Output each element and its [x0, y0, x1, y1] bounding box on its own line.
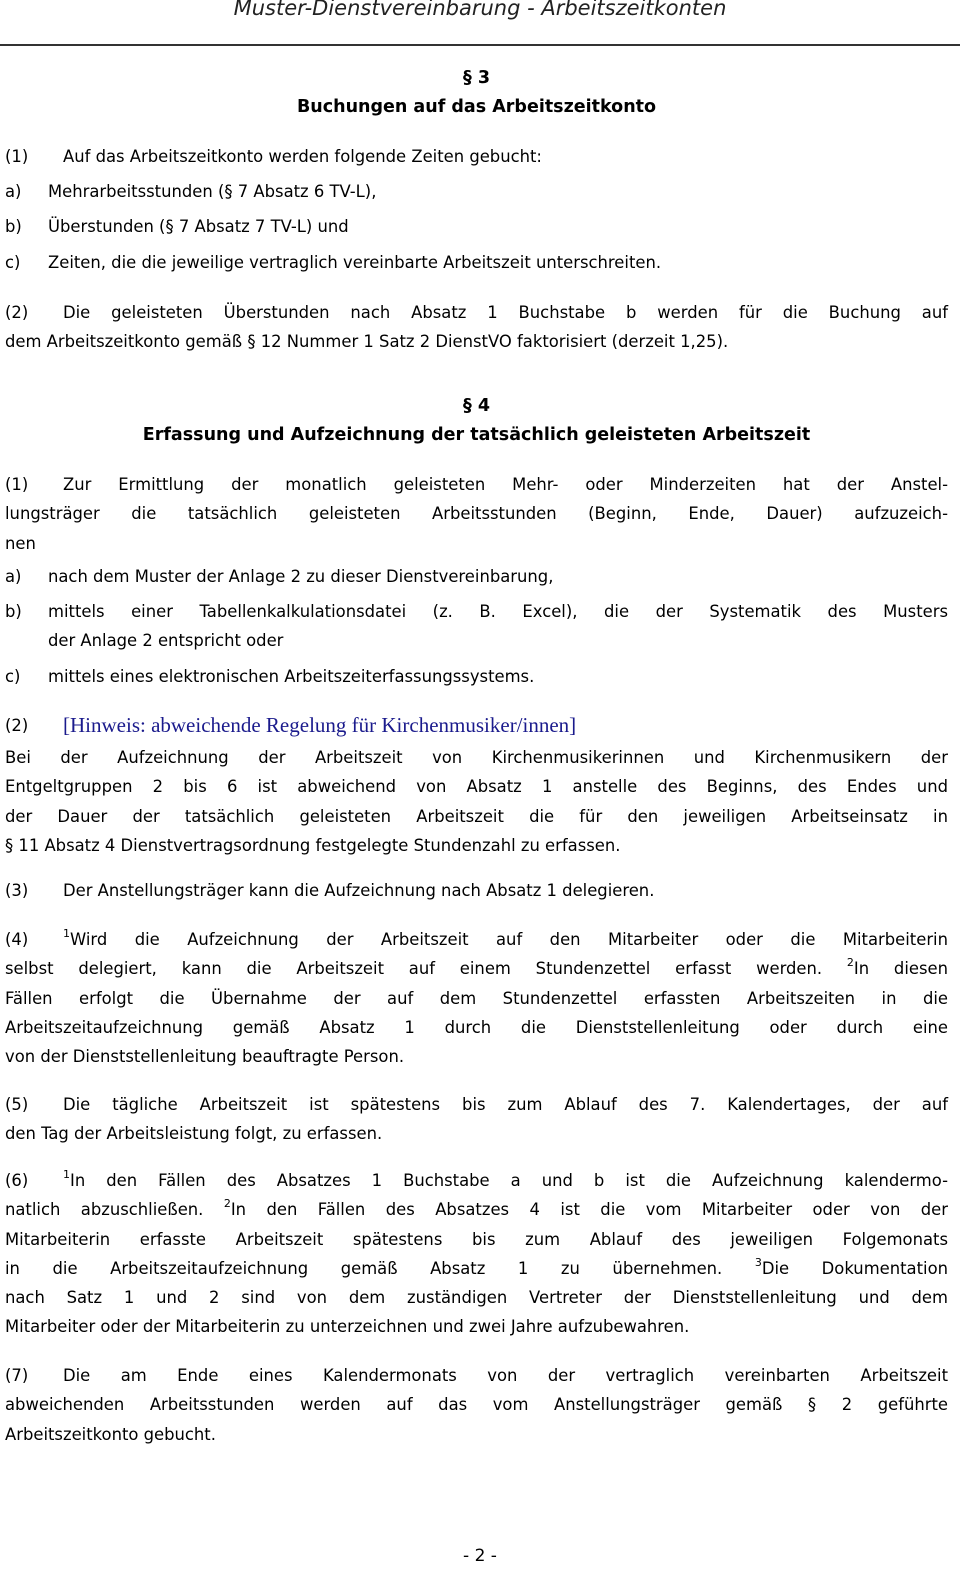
- text-line: [5, 831, 948, 860]
- text-line: [5, 743, 948, 772]
- line-text: [5, 1195, 948, 1224]
- text-line: [5, 597, 948, 626]
- line-text: Die tägliche Arbeitszeit ist spätestens bis zum Ablauf des 7. Kalendertages, der auf: [63, 1095, 948, 1114]
- item-label: a): [5, 567, 22, 586]
- text-line: [5, 626, 948, 655]
- text-line: [5, 1225, 948, 1254]
- text-line: [5, 802, 948, 831]
- line-text: nen: [5, 533, 36, 553]
- text-segment: Die Dokumentation: [761, 1258, 948, 1278]
- line-text: Arbeitszeitaufzeichnung gemäß Absatz 1 durch die Dienststellenleitung oder durch eine: [5, 1017, 948, 1037]
- line-text: Mehrarbeitsstunden (§ 7 Absatz 6 TV-L),: [48, 182, 377, 201]
- list-item: [5, 248, 948, 277]
- line-text: [5, 954, 948, 983]
- text-line: [5, 711, 948, 740]
- line-text: Fällen erfolgt die Übernahme der auf dem Stundenzettel erfassten Arbeitszeiten in die: [5, 988, 948, 1008]
- hint-note: [Hinweis: abweichende Regelung für Kirchenmusiker/innen]: [63, 713, 577, 737]
- text-segment: In den Fällen des Absatzes 4 ist die vom Mitarbeiter oder von der: [230, 1200, 948, 1220]
- text-segment: natlich abzuschließen.: [5, 1200, 224, 1220]
- text-line: [5, 1090, 948, 1119]
- sentence-number: 1: [63, 1168, 70, 1181]
- paragraph: [5, 142, 948, 171]
- line-text: Auf das Arbeitszeitkonto werden folgende Zeiten gebucht:: [63, 147, 542, 166]
- line-text: Mitarbeiter oder der Mitarbeiterin zu unterzeichnen und zwei Jahre aufzubewahren.: [5, 1317, 690, 1337]
- page-number: - 2 -: [463, 1546, 497, 1566]
- text-segment: In diesen: [853, 959, 948, 979]
- sentence-number: 2: [846, 956, 854, 970]
- line-text: dem Arbeitszeitkonto gemäß § 12 Nummer 1 Satz 2 DienstVO faktorisiert (derzeit 1,25).: [5, 332, 729, 352]
- text-line: [5, 529, 948, 558]
- text-segment: in die Arbeitszeitaufzeichnung gemäß Absatz 1 zu übernehmen.: [5, 1258, 755, 1278]
- text-line: [5, 876, 948, 905]
- line-text: Die geleisteten Überstunden nach Absatz 1 Buchstabe b werden für die Buchung auf: [63, 303, 948, 322]
- text-line: [5, 1195, 948, 1224]
- line-text: [63, 925, 948, 954]
- text-line: [5, 772, 948, 801]
- section-number: § 4: [462, 396, 491, 416]
- line-text: mittels eines elektronischen Arbeitszeiterfassungssystems.: [48, 667, 535, 686]
- paragraph-number: (2): [5, 716, 29, 735]
- text-line: [5, 470, 948, 499]
- paragraph: [5, 470, 948, 558]
- line-text: den Tag der Arbeitsleistung folgt, zu erfassen.: [5, 1124, 383, 1144]
- list-item: [5, 597, 948, 656]
- item-label: c): [5, 667, 21, 686]
- line-text: Zur Ermittlung der monatlich geleisteten Mehr- oder Minderzeiten hat der Anstel-: [63, 475, 948, 494]
- paragraph-number: (3): [5, 881, 29, 900]
- line-text: Mitarbeiterin erfasste Arbeitszeit spätestens bis zum Ablauf des jeweiligen Folgemonats: [5, 1229, 948, 1249]
- line-text: Arbeitszeitkonto gebucht.: [5, 1424, 216, 1444]
- paragraph-number: (2): [5, 303, 29, 322]
- text-line: [5, 925, 948, 954]
- line-text: Überstunden (§ 7 Absatz 7 TV-L) und: [48, 217, 349, 236]
- running-header: Muster-Dienstvereinbarung - Arbeitszeitkonten: [233, 0, 727, 20]
- line-text: Bei der Aufzeichnung der Arbeitszeit von Kirchenmusikerinnen und Kirchenmusikern der: [5, 748, 948, 767]
- section-3-heading: [5, 64, 948, 122]
- text-line: [5, 1312, 948, 1341]
- text-line: [5, 562, 948, 591]
- line-text: Der Anstellungsträger kann die Aufzeichnung nach Absatz 1 delegieren.: [63, 881, 655, 900]
- text-line: [5, 1361, 948, 1390]
- paragraph-number: (7): [5, 1366, 29, 1385]
- list-item: [5, 562, 948, 591]
- text-line: [5, 1013, 948, 1042]
- item-label: b): [5, 602, 22, 621]
- header-rule: [0, 44, 960, 46]
- text-line: [5, 1254, 948, 1283]
- sentence-number: 1: [63, 927, 70, 940]
- text-line: [5, 1166, 948, 1195]
- item-label: b): [5, 217, 22, 236]
- section-4-heading: [5, 392, 948, 450]
- item-label: a): [5, 182, 22, 201]
- line-text: abweichenden Arbeitsstunden werden auf das vom Anstellungsträger gemäß § 2 geführte: [5, 1395, 948, 1415]
- list-item: [5, 212, 948, 241]
- paragraph-number: (5): [5, 1095, 29, 1114]
- line-text: der Anlage 2 entspricht oder: [48, 631, 284, 651]
- line-text: nach dem Muster der Anlage 2 zu dieser Dienstvereinbarung,: [48, 567, 554, 586]
- text-line: [5, 1420, 948, 1449]
- list-item: [5, 662, 948, 691]
- line-text: mittels einer Tabellenkalkulationsdatei (z. B. Excel), die der Systematik des Musters: [48, 602, 948, 621]
- line-text: [63, 1166, 948, 1195]
- text-segment: selbst delegiert, kann die Arbeitszeit auf einem Stundenzettel erfasst werden.: [5, 959, 847, 979]
- text-line: [5, 327, 948, 356]
- line-text: nach Satz 1 und 2 sind von dem zuständigen Vertreter der Dienststellenleitung und dem: [5, 1288, 948, 1308]
- text-line: [5, 499, 948, 528]
- paragraph-number: (1): [5, 475, 29, 494]
- paragraph: [5, 1166, 948, 1342]
- line-text: Zeiten, die die jeweilige vertraglich vereinbarte Arbeitszeit unterschreiten.: [48, 253, 662, 272]
- text-line: [5, 177, 948, 206]
- text-line: [5, 662, 948, 691]
- text-line: [5, 142, 948, 171]
- section-title: Erfassung und Aufzeichnung der tatsächlich geleisteten Arbeitszeit: [142, 425, 811, 445]
- item-label: c): [5, 253, 21, 272]
- text-segment: In den Fällen des Absatzes 1 Buchstabe a und b ist die Aufzeichnung kalendermo-: [70, 1171, 948, 1190]
- text-line: [5, 298, 948, 327]
- paragraph: [5, 1361, 948, 1449]
- paragraph: [5, 1090, 948, 1149]
- line-text: lungsträger die tatsächlich geleisteten Arbeitsstunden (Beginn, Ende, Dauer) aufzuzeich-: [5, 504, 948, 524]
- paragraph: [5, 298, 948, 357]
- paragraph-number: (4): [5, 930, 29, 949]
- paragraph-number: (6): [5, 1171, 29, 1190]
- line-text: [5, 1254, 948, 1283]
- paragraph: [5, 743, 948, 860]
- text-line: [5, 1283, 948, 1312]
- line-text: Entgeltgruppen 2 bis 6 ist abweichend von Absatz 1 anstelle des Beginns, des Endes und: [5, 777, 948, 797]
- line-text: § 11 Absatz 4 Dienstvertragsordnung festgelegte Stundenzahl zu erfassen.: [5, 835, 621, 855]
- sentence-number: 3: [754, 1255, 762, 1269]
- paragraph: [5, 925, 948, 1071]
- paragraph: [5, 876, 948, 905]
- list-item: [5, 177, 948, 206]
- paragraph-number: (1): [5, 147, 29, 166]
- text-line: [5, 1390, 948, 1419]
- text-segment: Wird die Aufzeichnung der Arbeitszeit auf den Mitarbeiter oder die Mitarbeiterin: [70, 930, 948, 949]
- text-line: [5, 984, 948, 1013]
- text-line: [5, 212, 948, 241]
- paragraph: [5, 711, 948, 740]
- line-text: Die am Ende eines Kalendermonats von der vertraglich vereinbarten Arbeitszeit: [63, 1366, 948, 1385]
- text-line: [5, 1119, 948, 1148]
- text-line: [5, 248, 948, 277]
- section-number: § 3: [462, 68, 491, 88]
- text-line: [5, 1042, 948, 1071]
- section-title: Buchungen auf das Arbeitszeitkonto: [296, 97, 657, 117]
- text-line: [5, 954, 948, 983]
- sentence-number: 2: [223, 1197, 231, 1211]
- line-text: von der Dienststellenleitung beauftragte Person.: [5, 1047, 405, 1067]
- line-text: der Dauer der tatsächlich geleisteten Arbeitszeit die für den jeweiligen Arbeitseinsatz in: [5, 806, 948, 826]
